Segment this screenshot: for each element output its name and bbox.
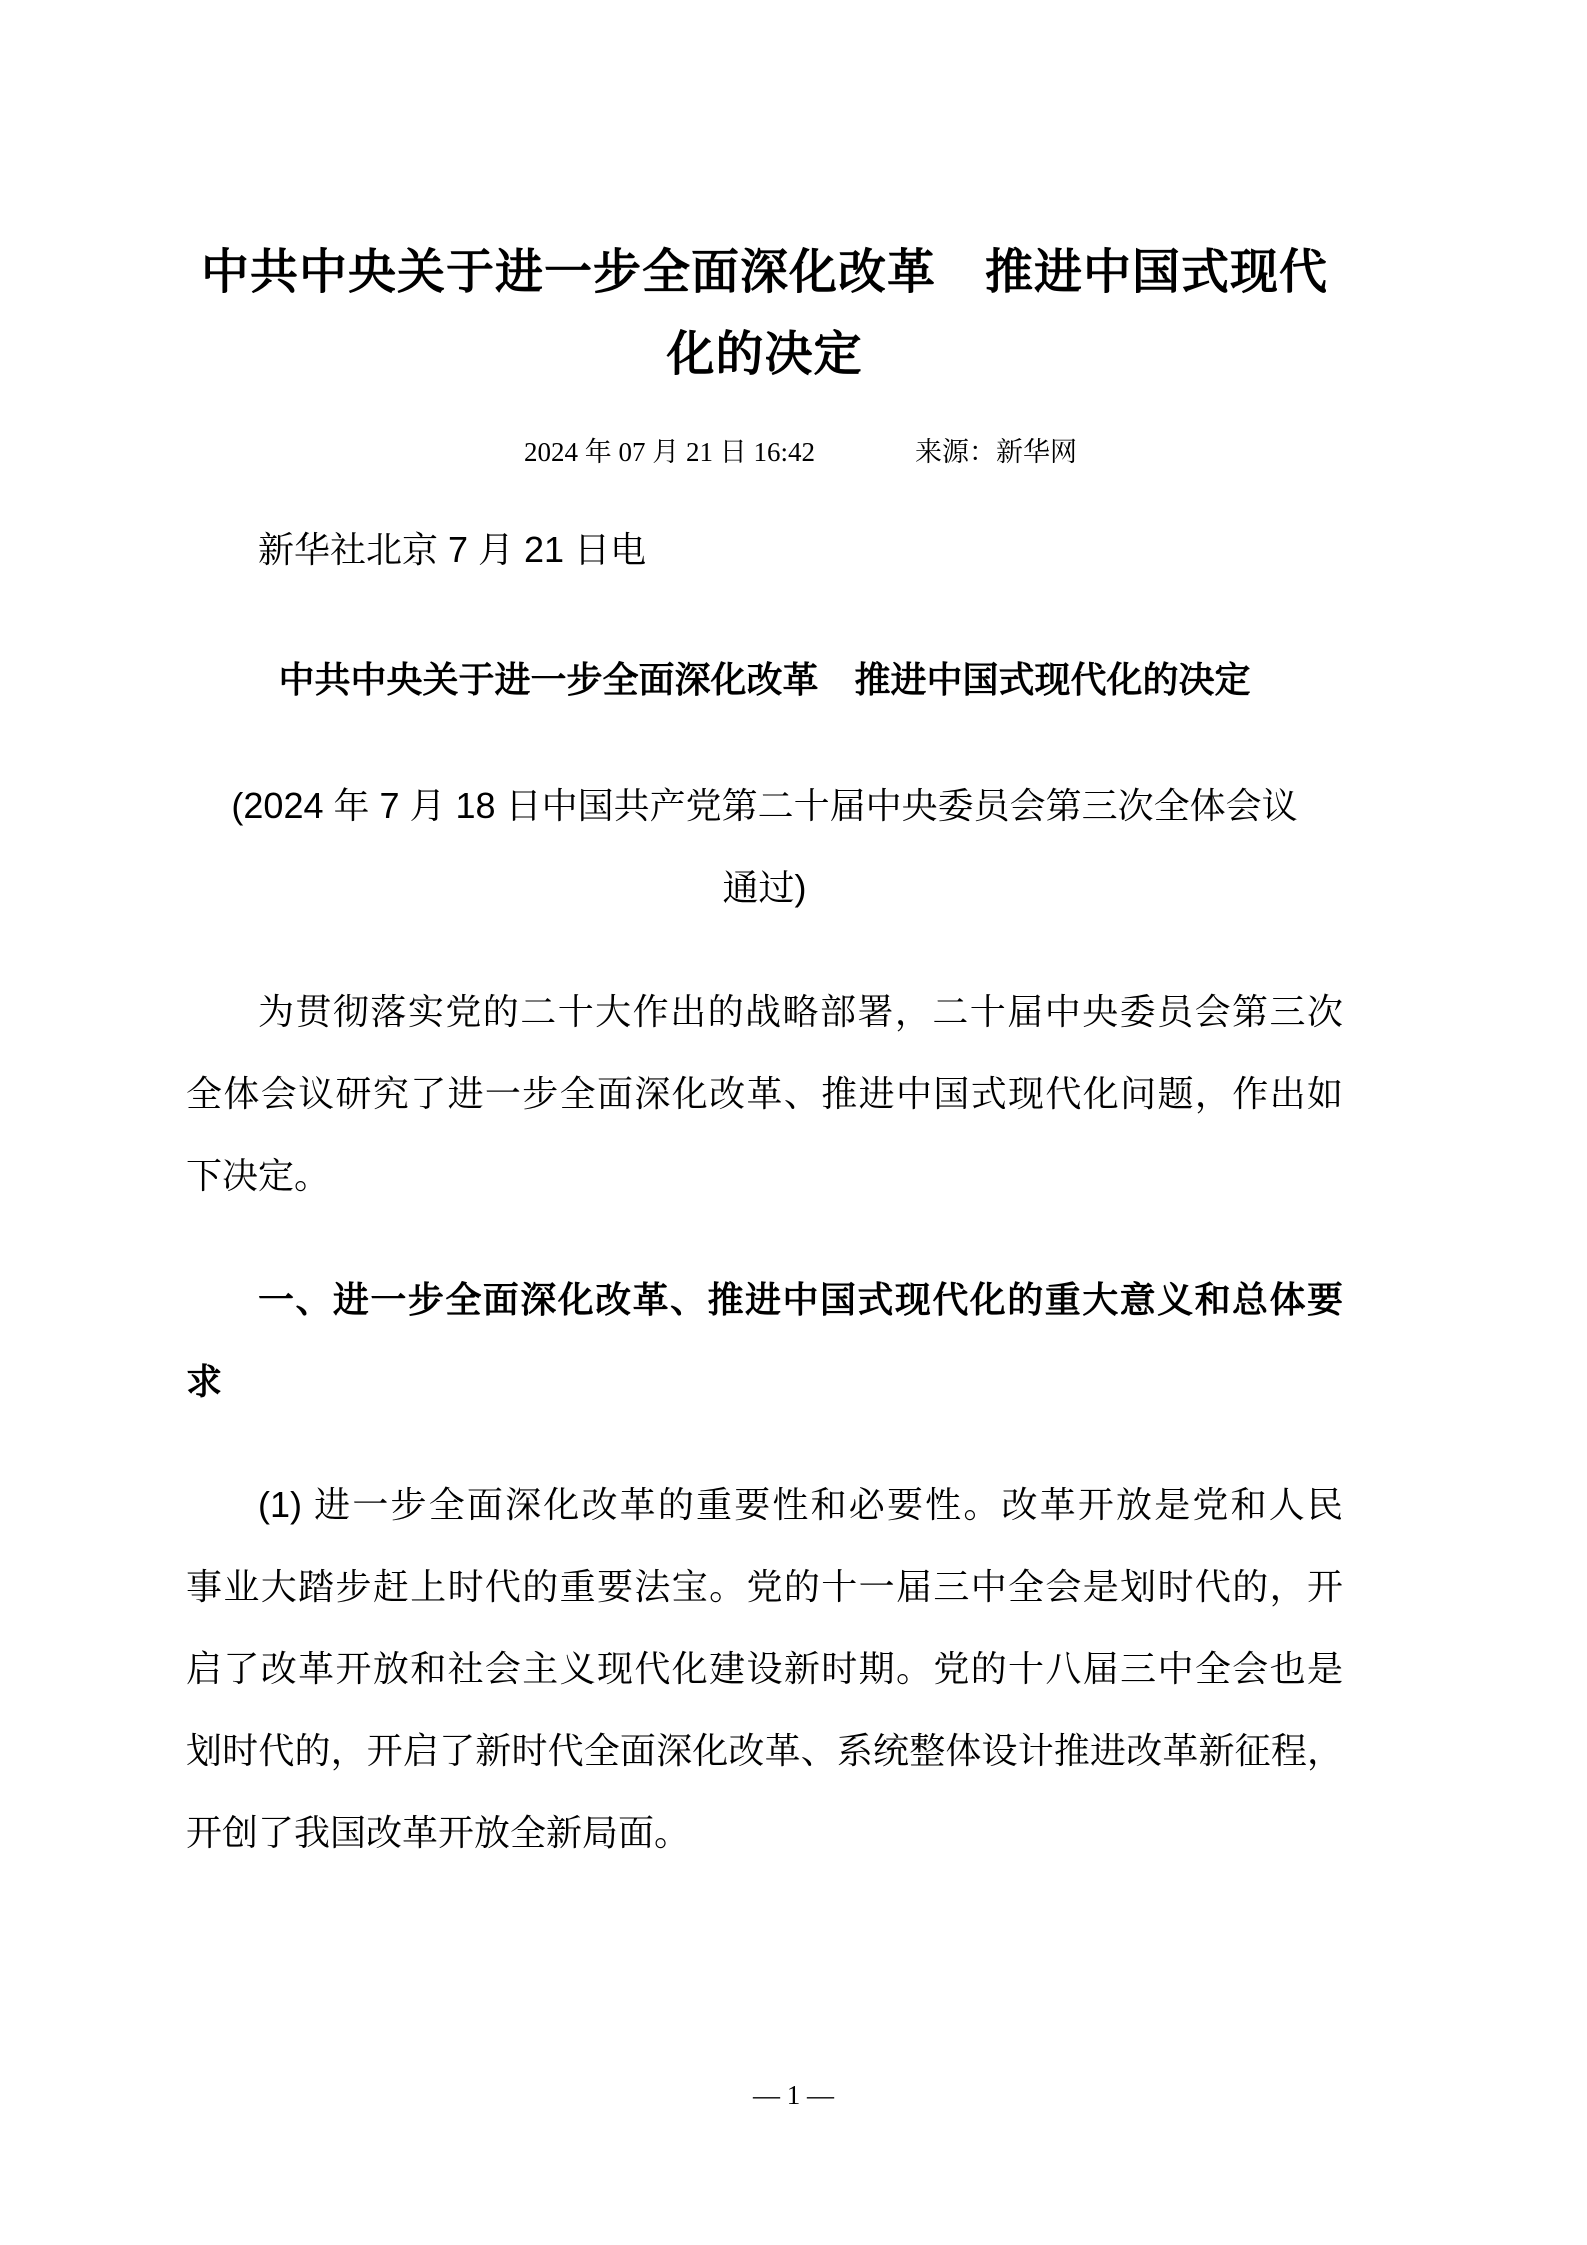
paragraph-intro [186,971,1343,1217]
heading-line: 求 [186,1361,223,1402]
paragraph-line: 开创了我国改革开放全新局面。 [186,1812,691,1853]
byline: 新华社北京 7 月 21 日电 [258,529,647,570]
adoption-line-1: (2024 年 7 月 18 日中国共产党第二十届中央委员会第三次全体会议 [231,785,1298,826]
title-line-2: 化的决定 [666,328,863,381]
page-title [186,232,1343,396]
section-heading [186,1259,1343,1423]
paragraph-line: (1) 进一步全面深化改革的重要性和必要性。改革开放是党和人民 [258,1484,1343,1525]
paragraph-line: 划时代的，开启了新时代全面深化改革、系统整体设计推进改革新征程， [186,1730,1343,1771]
publish-datetime: 2024 年 07 月 21 日 16:42 [523,437,815,467]
adoption-line-2: 通过) [722,867,807,908]
heading-line: 一、进一步全面深化改革、推进中国式现代化的重大意义和总体要 [258,1279,1343,1320]
paragraph-item-1 [186,1464,1343,1874]
paragraph-line: 下决定。 [186,1155,331,1196]
document-subtitle: 中共中央关于进一步全面深化改革 推进中国式现代化的决定 [278,659,1251,700]
paragraph-line: 启了改革开放和社会主义现代化建设新时期。党的十八届三中全会也是 [186,1648,1343,1689]
source-label: 来源：新华网 [915,437,1077,467]
adoption-note [186,765,1343,929]
paragraph-line: 事业大踏步赶上时代的重要法宝。党的十一届三中全会是划时代的，开 [186,1566,1343,1607]
paragraph-line: 全体会议研究了进一步全面深化改革、推进中国式现代化问题，作出如 [186,1073,1343,1114]
title-line-1: 中共中央关于进一步全面深化改革 推进中国式现代 [200,246,1328,299]
paragraph-line: 为贯彻落实党的二十大作出的战略部署，二十届中央委员会第三次 [258,991,1343,1032]
article-meta [186,411,1415,493]
page-number: — 1 — [753,2080,834,2110]
